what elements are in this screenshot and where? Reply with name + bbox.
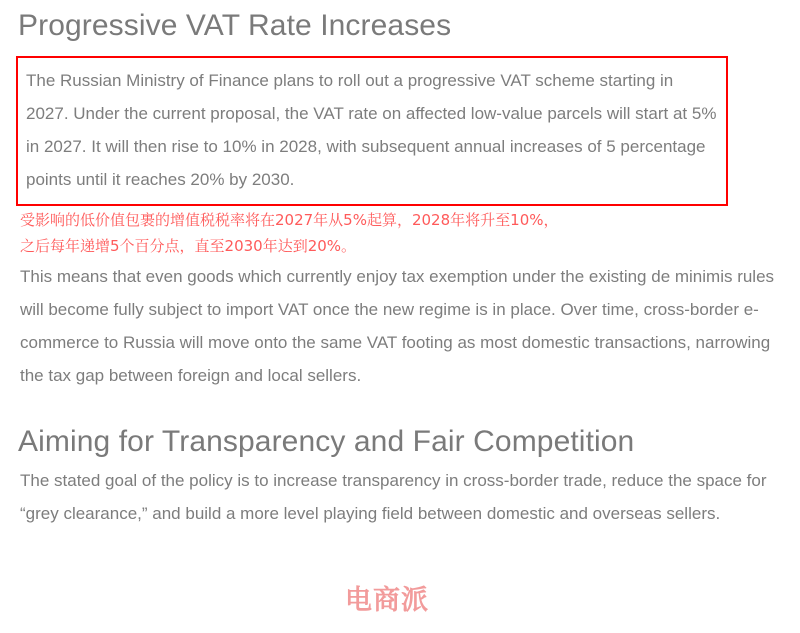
section-heading-transparency: Aiming for Transparency and Fair Competition bbox=[18, 425, 635, 458]
site-watermark: 电商派 bbox=[345, 585, 429, 616]
translation-note-line-2: 之后每年递增5个百分点，直至2030年达到20%。 bbox=[20, 237, 357, 255]
translation-note-line-1: 受影响的低价值包裹的增值税税率将在2027年从5%起算，2028年将升至10%， bbox=[20, 211, 559, 229]
section-heading-progressive-vat: Progressive VAT Rate Increases bbox=[18, 9, 452, 42]
section-paragraph-transparency: The stated goal of the policy is to increase transparency in cross-border trade, reduce the space for “grey clearance,” and build a more level playing field between domestic and overseas sellers. bbox=[20, 471, 767, 523]
highlighted-paragraph: The Russian Ministry of Finance plans to roll out a progressive VAT scheme starting in 2027. Under the current proposal, the VAT rate on affected low-value parcels will start at 5% in 2027. It will then rise to 10% in 2028, with subsequent annual increases of 5 percentage points until it reaches 20% by 2030. bbox=[26, 71, 717, 189]
highlighted-callout-box bbox=[16, 56, 728, 206]
section-paragraph-progressive-vat: This means that even goods which currently enjoy tax exemption under the existing de minimis rules will become fully subject to import VAT once the new regime is in place. Over time, cross-border e-commerce to Russia will move onto the same VAT footing as most domestic transactions, narrowing the tax gap between foreign and local sellers. bbox=[20, 267, 775, 385]
